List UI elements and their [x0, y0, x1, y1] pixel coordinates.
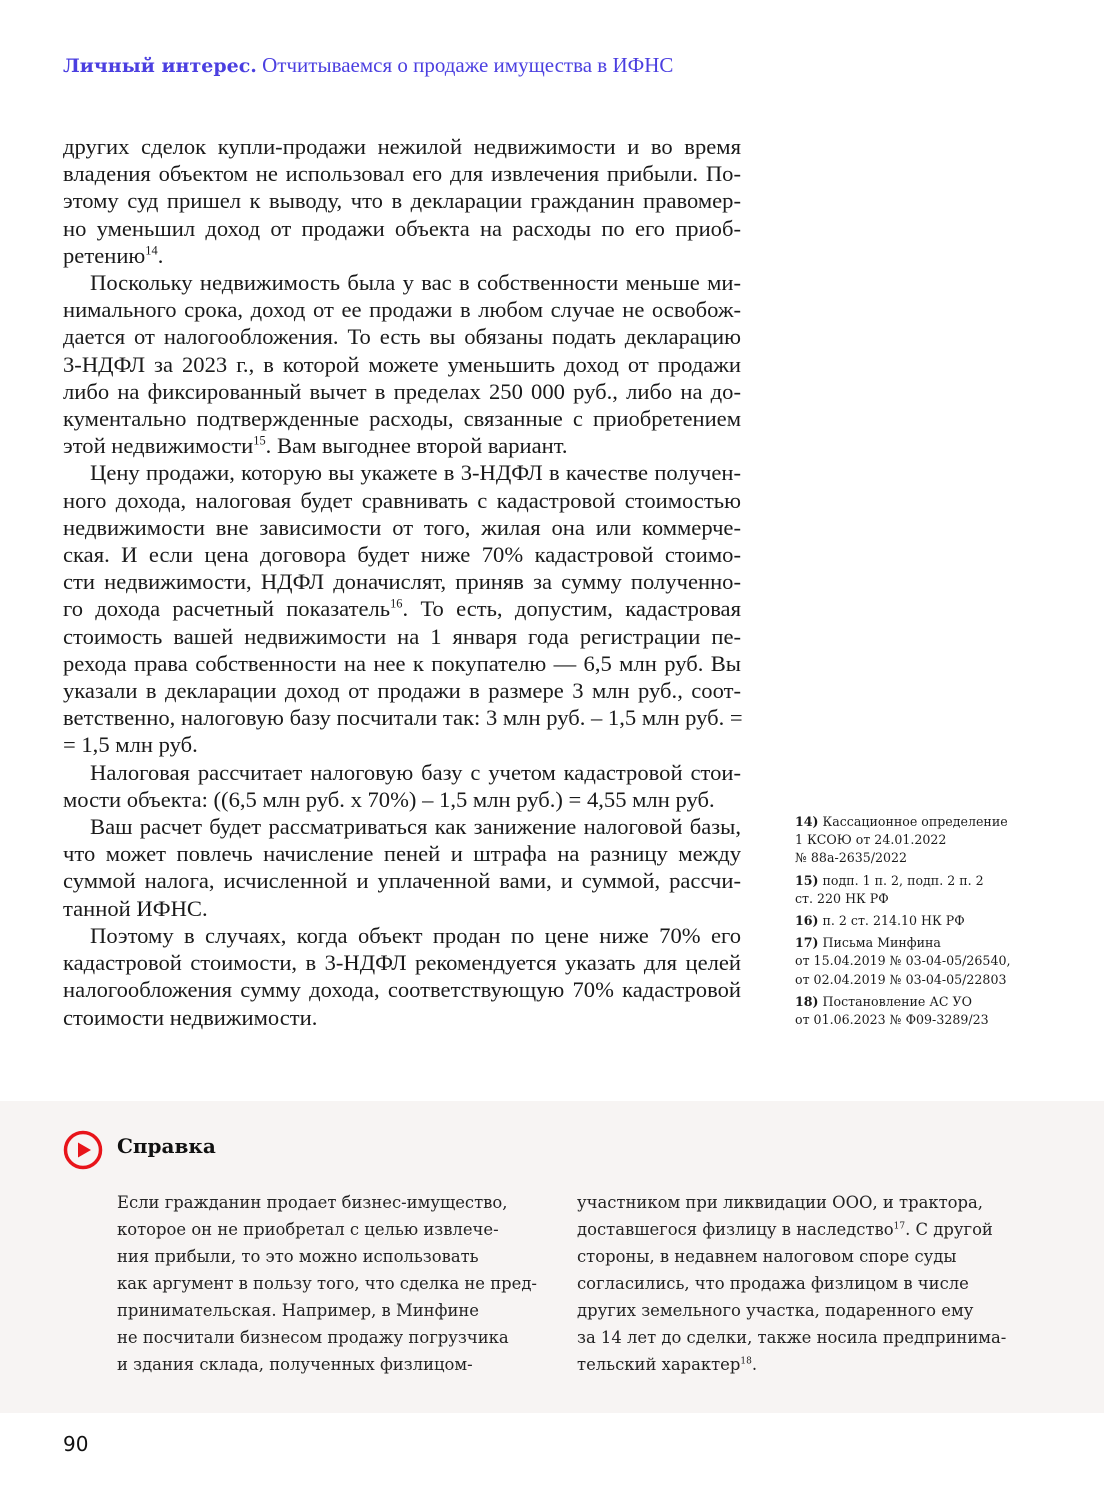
text-line: участником при ликвидации ООО, и трактора,: [577, 1193, 984, 1212]
footnote-14: 14) Кассационное определение 1 КСОЮ от 24.01.2022 № 88а-2635/2022: [795, 814, 1008, 866]
text-line: принимательская. Например, в Минфине: [117, 1301, 479, 1320]
text-line: Ваш расчет будет рассматриваться как занижение налоговой базы,: [90, 814, 741, 840]
footnote-ref: 18: [740, 1356, 752, 1367]
text-line: ветственно, налоговую базу посчитали так: 3 млн руб. – 1,5 млн руб. =: [63, 705, 743, 731]
reference-box-left-column: [117, 1189, 537, 1378]
text-line: согласились, что продажа физлицом в числе: [577, 1274, 969, 1293]
footnote-15: 15) подп. 1 п. 2, подп. 2 п. 2 ст. 220 НК РФ: [795, 872, 984, 906]
footnotes-column: [795, 813, 1025, 1033]
text-line: Поскольку недвижимость была у вас в собственности меньше ми-: [90, 270, 741, 296]
text-line: сти недвижимости, НДФЛ доначислят, приняв за сумму полученно-: [63, 569, 741, 595]
text-line: налогообложения сумму дохода, соответствующую 70% кадастровой: [63, 977, 741, 1003]
text-line: стороны, в недавнем налоговом споре суды: [577, 1247, 957, 1266]
text-line: Поэтому в случаях, когда объект продан по цене ниже 70% его: [90, 922, 741, 948]
text-line: не посчитали бизнесом продажу погрузчика: [117, 1328, 509, 1347]
footnote-ref: 14: [145, 243, 158, 258]
footnote-17: 17) Письма Минфина от 15.04.2019 № 03-04-05/26540, от 02.04.2019 № 03-04-05/22803: [795, 935, 1011, 987]
text-line: дается от налогообложения. То есть вы обязаны подать декларацию: [63, 324, 741, 350]
text-line: других земельного участка, подаренного ему: [577, 1301, 974, 1320]
play-circle-icon: [63, 1130, 103, 1170]
running-head: [63, 53, 673, 78]
text-line: ного дохода, налоговая будет сравнивать с кадастровой стоимостью: [63, 487, 741, 513]
page-number: 90: [63, 1432, 89, 1456]
text-line: либо на фиксированный вычет в пределах 250 000 руб., либо на до-: [63, 378, 741, 404]
text-line: Цену продажи, которую вы укажете в 3-НДФЛ в качестве получен-: [90, 460, 741, 486]
text-line: стоимость вашей недвижимости на 1 января года регистрации пе-: [63, 623, 741, 649]
text-line: ния прибыли, то это можно использовать: [117, 1247, 479, 1266]
text-line: что может повлечь начисление пеней и штрафа на разницу между: [63, 841, 741, 867]
text-line: = 1,5 млн руб.: [63, 732, 198, 758]
text-line: нимального срока, доход от ее продажи в любом случае не освобож-: [63, 297, 741, 323]
running-head-title: Отчитываемся о продаже имущества в ИФНС: [262, 53, 674, 77]
text-line: которое он не приобретал с целью извлече-: [117, 1220, 499, 1239]
text-line: го дохода расчетный показатель$^{16}$. То есть, допустим, кадастровая: [63, 596, 741, 622]
running-head-section: Личный интерес.: [63, 55, 257, 77]
text-line: и здания склада, полученных физлицом-: [117, 1355, 473, 1374]
text-line: доставшегося физлицу в наследство$^{17}$. С другой: [577, 1220, 993, 1239]
paragraph: [63, 922, 741, 1031]
text-line: ская. И если цена договора будет ниже 70% кадастровой стоимо-: [63, 542, 741, 568]
text-line: 3-НДФЛ за 2023 г., в которой можете уменьшить доход от продажи: [63, 351, 741, 377]
text-line: кадастровой стоимости, в 3-НДФЛ рекомендуется указать для целей: [63, 950, 741, 976]
text-line: мости объекта: ((6,5 млн руб. х 70%) – 1,5 млн руб.) = 4,55 млн руб.: [63, 786, 715, 812]
text-line: но уменьшил доход от продажи объекта на расходы по его приоб-: [63, 215, 741, 241]
text-line: недвижимости вне зависимости от того, жилая она или коммерче-: [63, 514, 741, 540]
text-line: стоимости недвижимости.: [63, 1004, 318, 1030]
footnote-18: 18) Постановление АС УО от 01.06.2023 № Ф09-3289/23: [795, 993, 989, 1028]
text-line: кументально подтвержденные расходы, связанные с приобретением: [63, 406, 741, 432]
footnote-ref: 17: [893, 1221, 906, 1232]
text-line: указали в декларации доход от продажи в размере 3 млн руб., соот-: [63, 678, 741, 704]
text-line: других сделок купли-продажи нежилой недвижимости и во время: [63, 134, 741, 159]
text-line: ретению$^{14}$.: [63, 242, 164, 268]
text-line: суммой налога, исчисленной и уплаченной вами, и суммой, рассчи-: [63, 868, 741, 894]
footnote-ref: 15: [253, 433, 266, 448]
text-line: Налоговая рассчитает налоговую базу с учетом кадастровой стои-: [90, 759, 741, 785]
text-line: рехода права собственности на нее к покупателю — 6,5 млн руб. Вы: [63, 650, 741, 676]
text-line: как аргумент в пользу того, что сделка не пред-: [117, 1274, 537, 1293]
paragraph: [63, 269, 741, 459]
text-line: этому суд пришел к выводу, что в декларации гражданин правомер-: [63, 188, 741, 214]
footnote-16: 16) п. 2 ст. 214.10 НК РФ: [795, 913, 965, 929]
text-line: владения объектом не использовал его для извлечения прибыли. По-: [63, 161, 741, 187]
main-text-column: [63, 133, 741, 1031]
paragraph: [63, 459, 741, 758]
paragraph: [63, 813, 741, 922]
reference-box-title: Справка: [117, 1134, 216, 1158]
text-line: Если гражданин продает бизнес-имущество,: [117, 1193, 508, 1212]
text-line: тельский характер$^{18}$.: [577, 1355, 758, 1374]
paragraph: [63, 759, 741, 813]
text-line: этой недвижимости$^{15}$. Вам выгоднее второй вариант.: [63, 433, 568, 459]
footnote-ref: 16: [390, 596, 403, 611]
text-line: за 14 лет до сделки, также носила предпринима-: [577, 1328, 1007, 1347]
paragraph: [63, 133, 741, 269]
scalloped-edge: [0, 1097, 1104, 1105]
text-line: танной ИФНС.: [63, 895, 208, 921]
reference-box-right-column: [577, 1189, 1006, 1378]
